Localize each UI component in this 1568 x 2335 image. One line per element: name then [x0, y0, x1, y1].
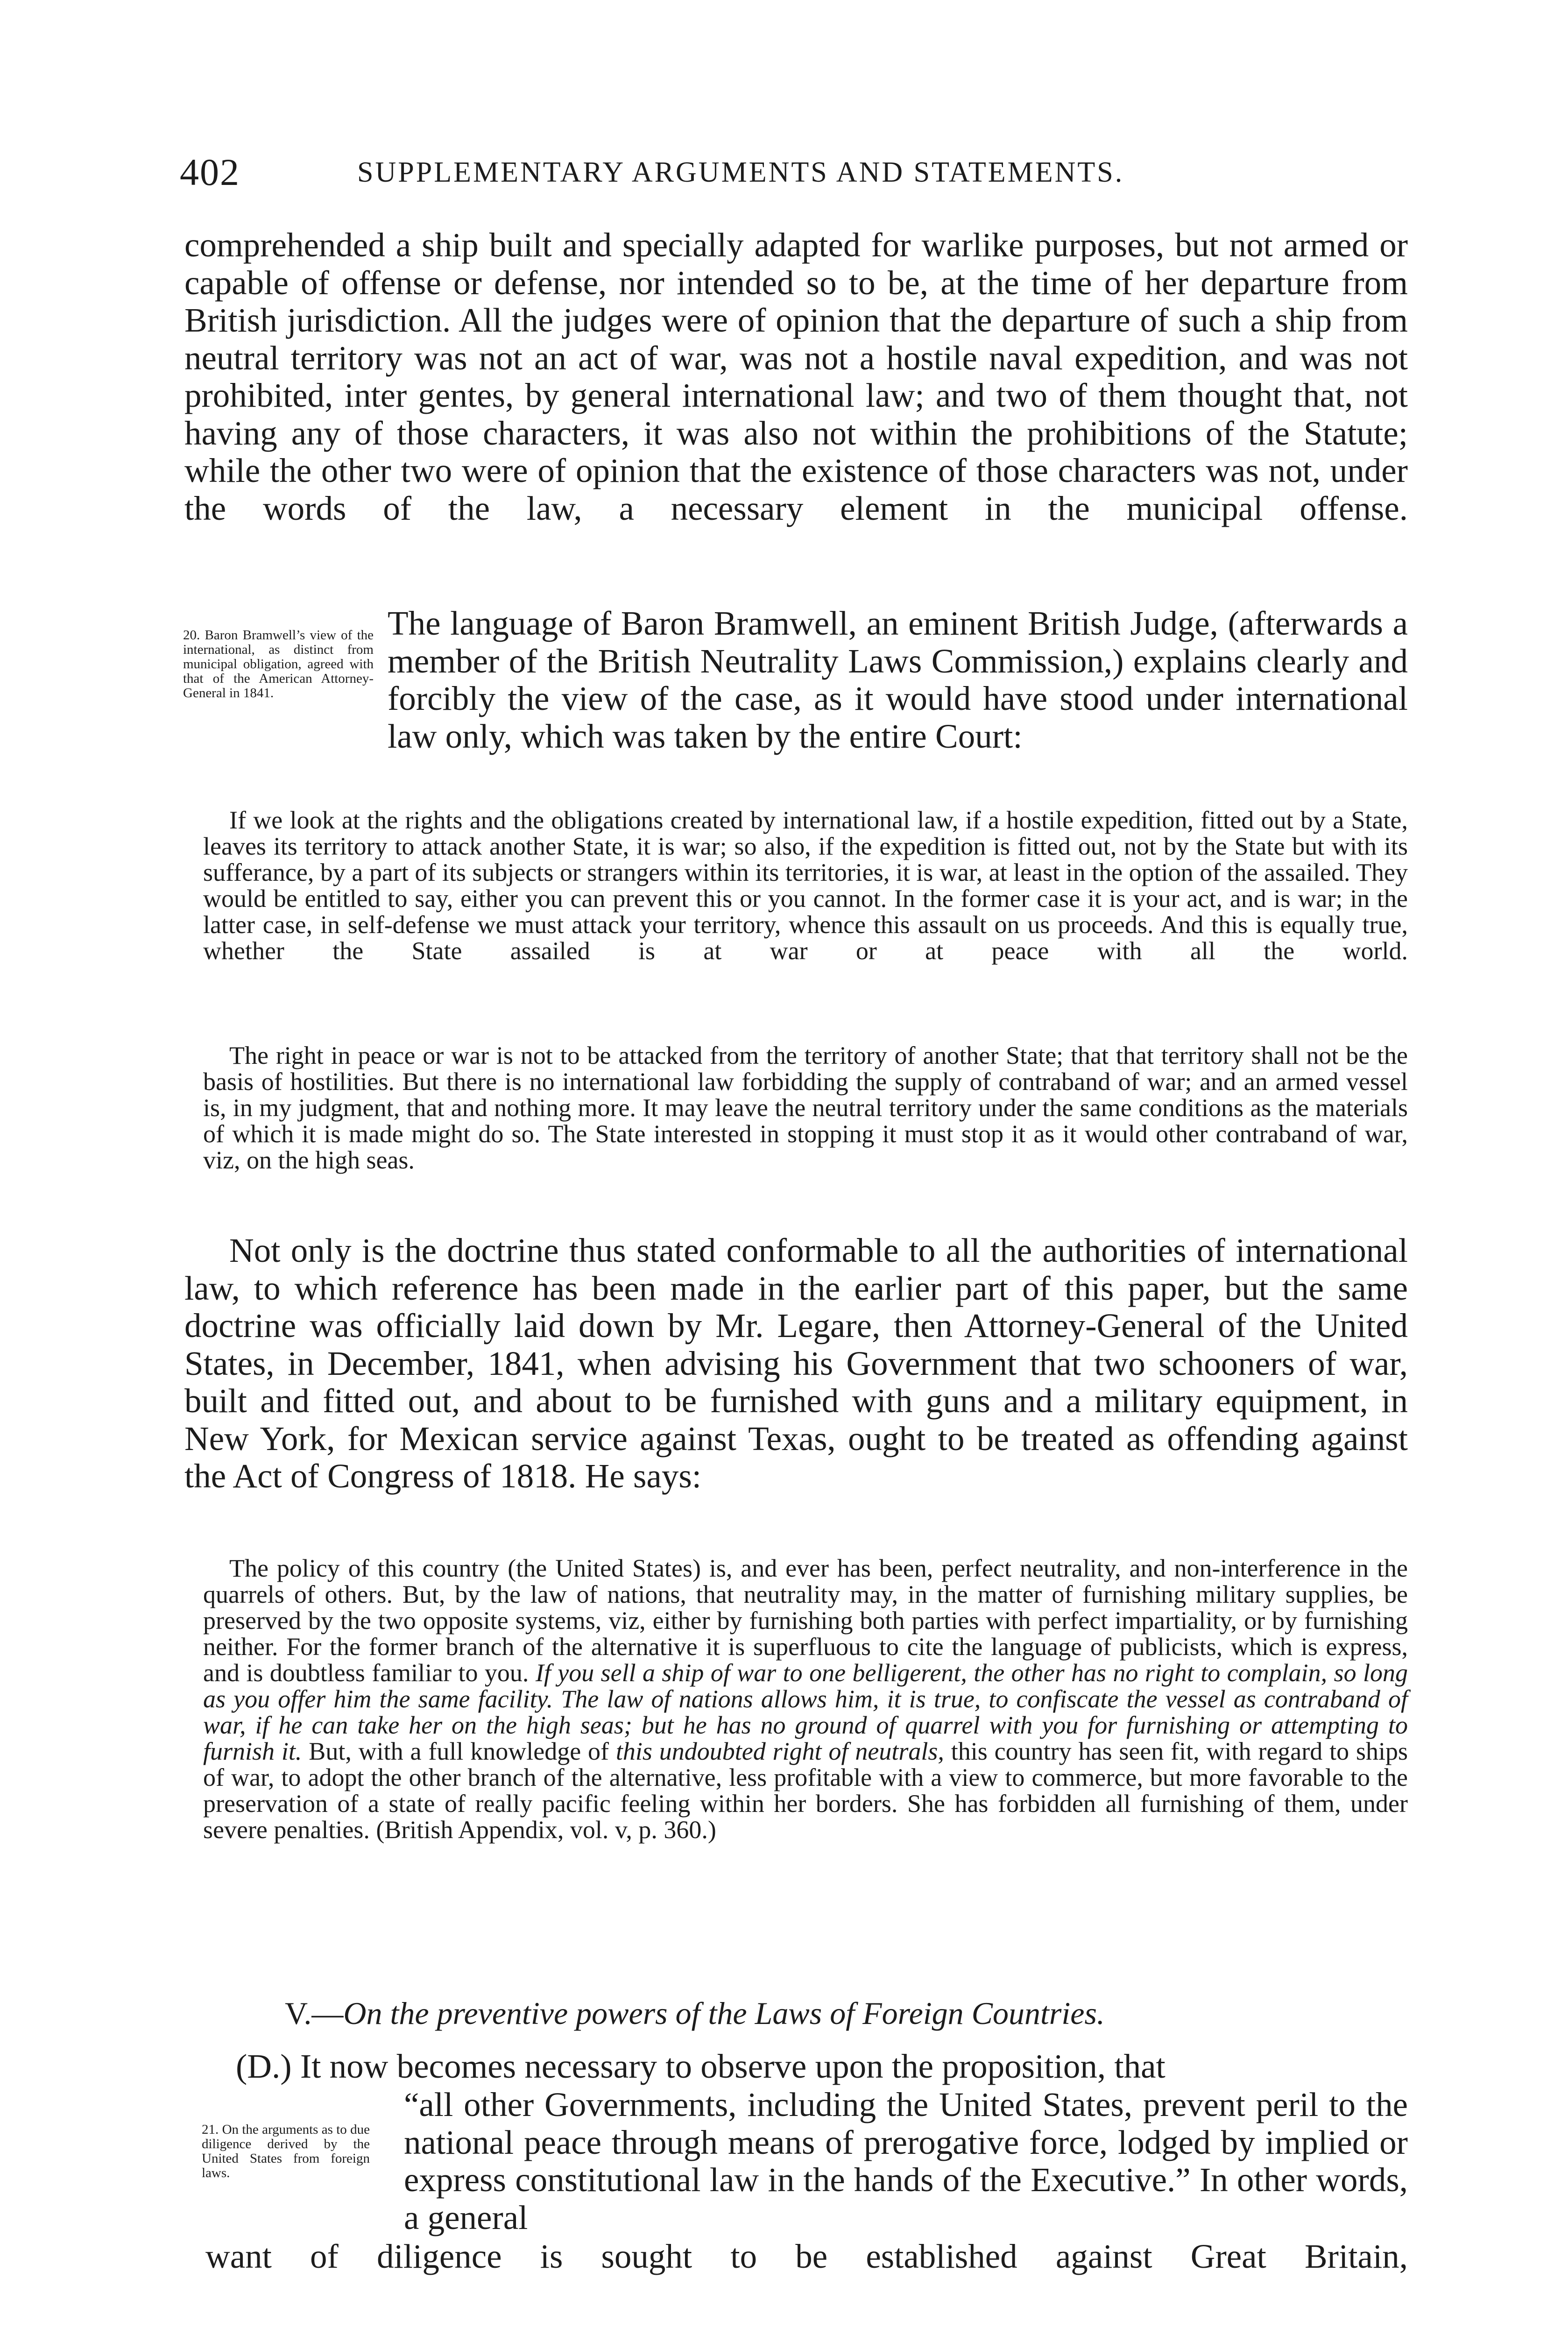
section-heading: V.—On the preventive powers of the Laws of Foreign Countries.: [285, 1995, 1105, 2031]
paragraph-legare: Not only is the doctrine thus stated conformable to all the authorities of international law, to which reference has been made in the earlier part of this paper, but the same doctrine was officially laid down by Mr. Legare, then Attorney-General of the United States, in December, 1841, when advising his Government that two schooners of war, built and fitted out, and about to be furnished with guns and a military equipment, in New York, for Mexican service against Texas, ought to be treated as offending against the Act of Congress of 1818. He says:: [184, 1231, 1408, 1495]
paragraph-d-last-line: want of diligence is sought to be established against Great Britain,: [205, 2237, 1408, 2275]
page-number: 402: [180, 151, 240, 193]
sidenote-20: 20. Baron Bramwell’s view of the international, as distinct from municipal obligation, agreed with that of the American Attorney-General in 1841.: [183, 628, 374, 700]
quote-legare: The policy of this country (the United States) is, and ever has been, perfect neutrality, and non-interference in the quarrels of others. But, by the law of nations, that neutrality may, in the matter of furnishing military supplies, be preserved by the two opposite systems, viz, either by furnishing both parties with perfect impartiality, or by furnishing neither. For the former branch of the alternative it is superfluous to cite the language of publicists, which is express, and is doubtless familiar to you. If you sell a ship of war to one belligerent, the other has no right to complain, so long as you offer him the same facility. The law of nations allows him, it is true, to confiscate the vessel as contraband of war, if he can take her on the high seas; but he has no ground of quarrel with you for furnishing or attempting to furnish it. But, with a full knowledge of this undoubted right of neutrals, this country has seen fit, with regard to ships of war, to adopt the other branch of the alternative, less profitable with a view to commerce, but more favorable to the preservation of a state of really pacific feeling within her borders. She has forbidden all furnishing of them, under severe penalties. (British Appendix, vol. v, p. 360.): [203, 1554, 1408, 1844]
paragraph-d-first-line: (D.) It now becomes necessary to observe upon the proposition, that: [236, 2047, 1165, 2085]
paragraph-bramwell: The language of Baron Bramwell, an eminent British Judge, (afterwards a member of the British Neutrality Laws Commission,) explains clearly and forcibly the view of the case, as it would have stood under international law only, which was taken by the entire Court:: [388, 604, 1408, 755]
quote-bramwell-part-1: If we look at the rights and the obligations created by international law, if a hostile expedition, fitted out by a State, leaves its territory to attack another State, it is war; so also, if the expedition is fitted out, not by the State but with its sufferance, by a part of its subjects or strangers within its territories, it is war, at least in the option of the assailed. They would be entitled to say, either you can prevent this or you cannot. In the former case it is your act, and is war; in the latter case, in self-defense we must attack your territory, whence this assault on us proceeds. And this is equally true, whether the State assailed is at war or at peace with all the world.: [203, 806, 1408, 965]
paragraph-d-continued: “all other Governments, including the United States, prevent peril to the national peace through means of prerogative force, lodged by implied or express constitutional law in the hands of the Executive.” In other words, a general: [404, 2086, 1408, 2236]
running-head-title: SUPPLEMENTARY ARGUMENTS AND STATEMENTS.: [357, 156, 1124, 188]
sidenote-21: 21. On the arguments as to due diligence derived by the United States from foreign laws.: [202, 2122, 370, 2180]
running-head: [180, 150, 1235, 202]
paragraph-continuation: comprehended a ship built and specially adapted for warlike purposes, but not armed or capable of offense or defense, nor intended so to be, at the time of her departure from British jurisdiction. All the judges were of opinion that the departure of such a ship from neutral territory was not an act of war, was not a hostile naval expedition, and was not prohibited, inter gentes, by general international law; and two of them thought that, not having any of those characters, it was also not within the prohibitions of the Statute; while the other two were of opinion that the existence of those characters was not, under the words of the law, a necessary element in the municipal offense.: [184, 226, 1408, 527]
quote-bramwell-part-2: The right in peace or war is not to be attacked from the territory of another State; that that territory shall not be the basis of hostilities. But there is no international law forbidding the supply of contraband of war; and an armed vessel is, in my judgment, that and nothing more. It may leave the neutral territory under the same conditions as the materials of which it is made might do so. The State interested in stopping it must stop it as it would other contraband of war, viz, on the high seas.: [203, 1041, 1408, 1174]
quote-legare-italic: If you sell a ship of war to one belligerent, the other has no right to complain, so long as you offer him the same facility. The law of nations allows him, it is true, to confiscate the vessel as contraband of war, if he can take her on the high seas; but he has no ground of quarrel with you for furnishing or attempting to furnish it.: [203, 1659, 1408, 1765]
